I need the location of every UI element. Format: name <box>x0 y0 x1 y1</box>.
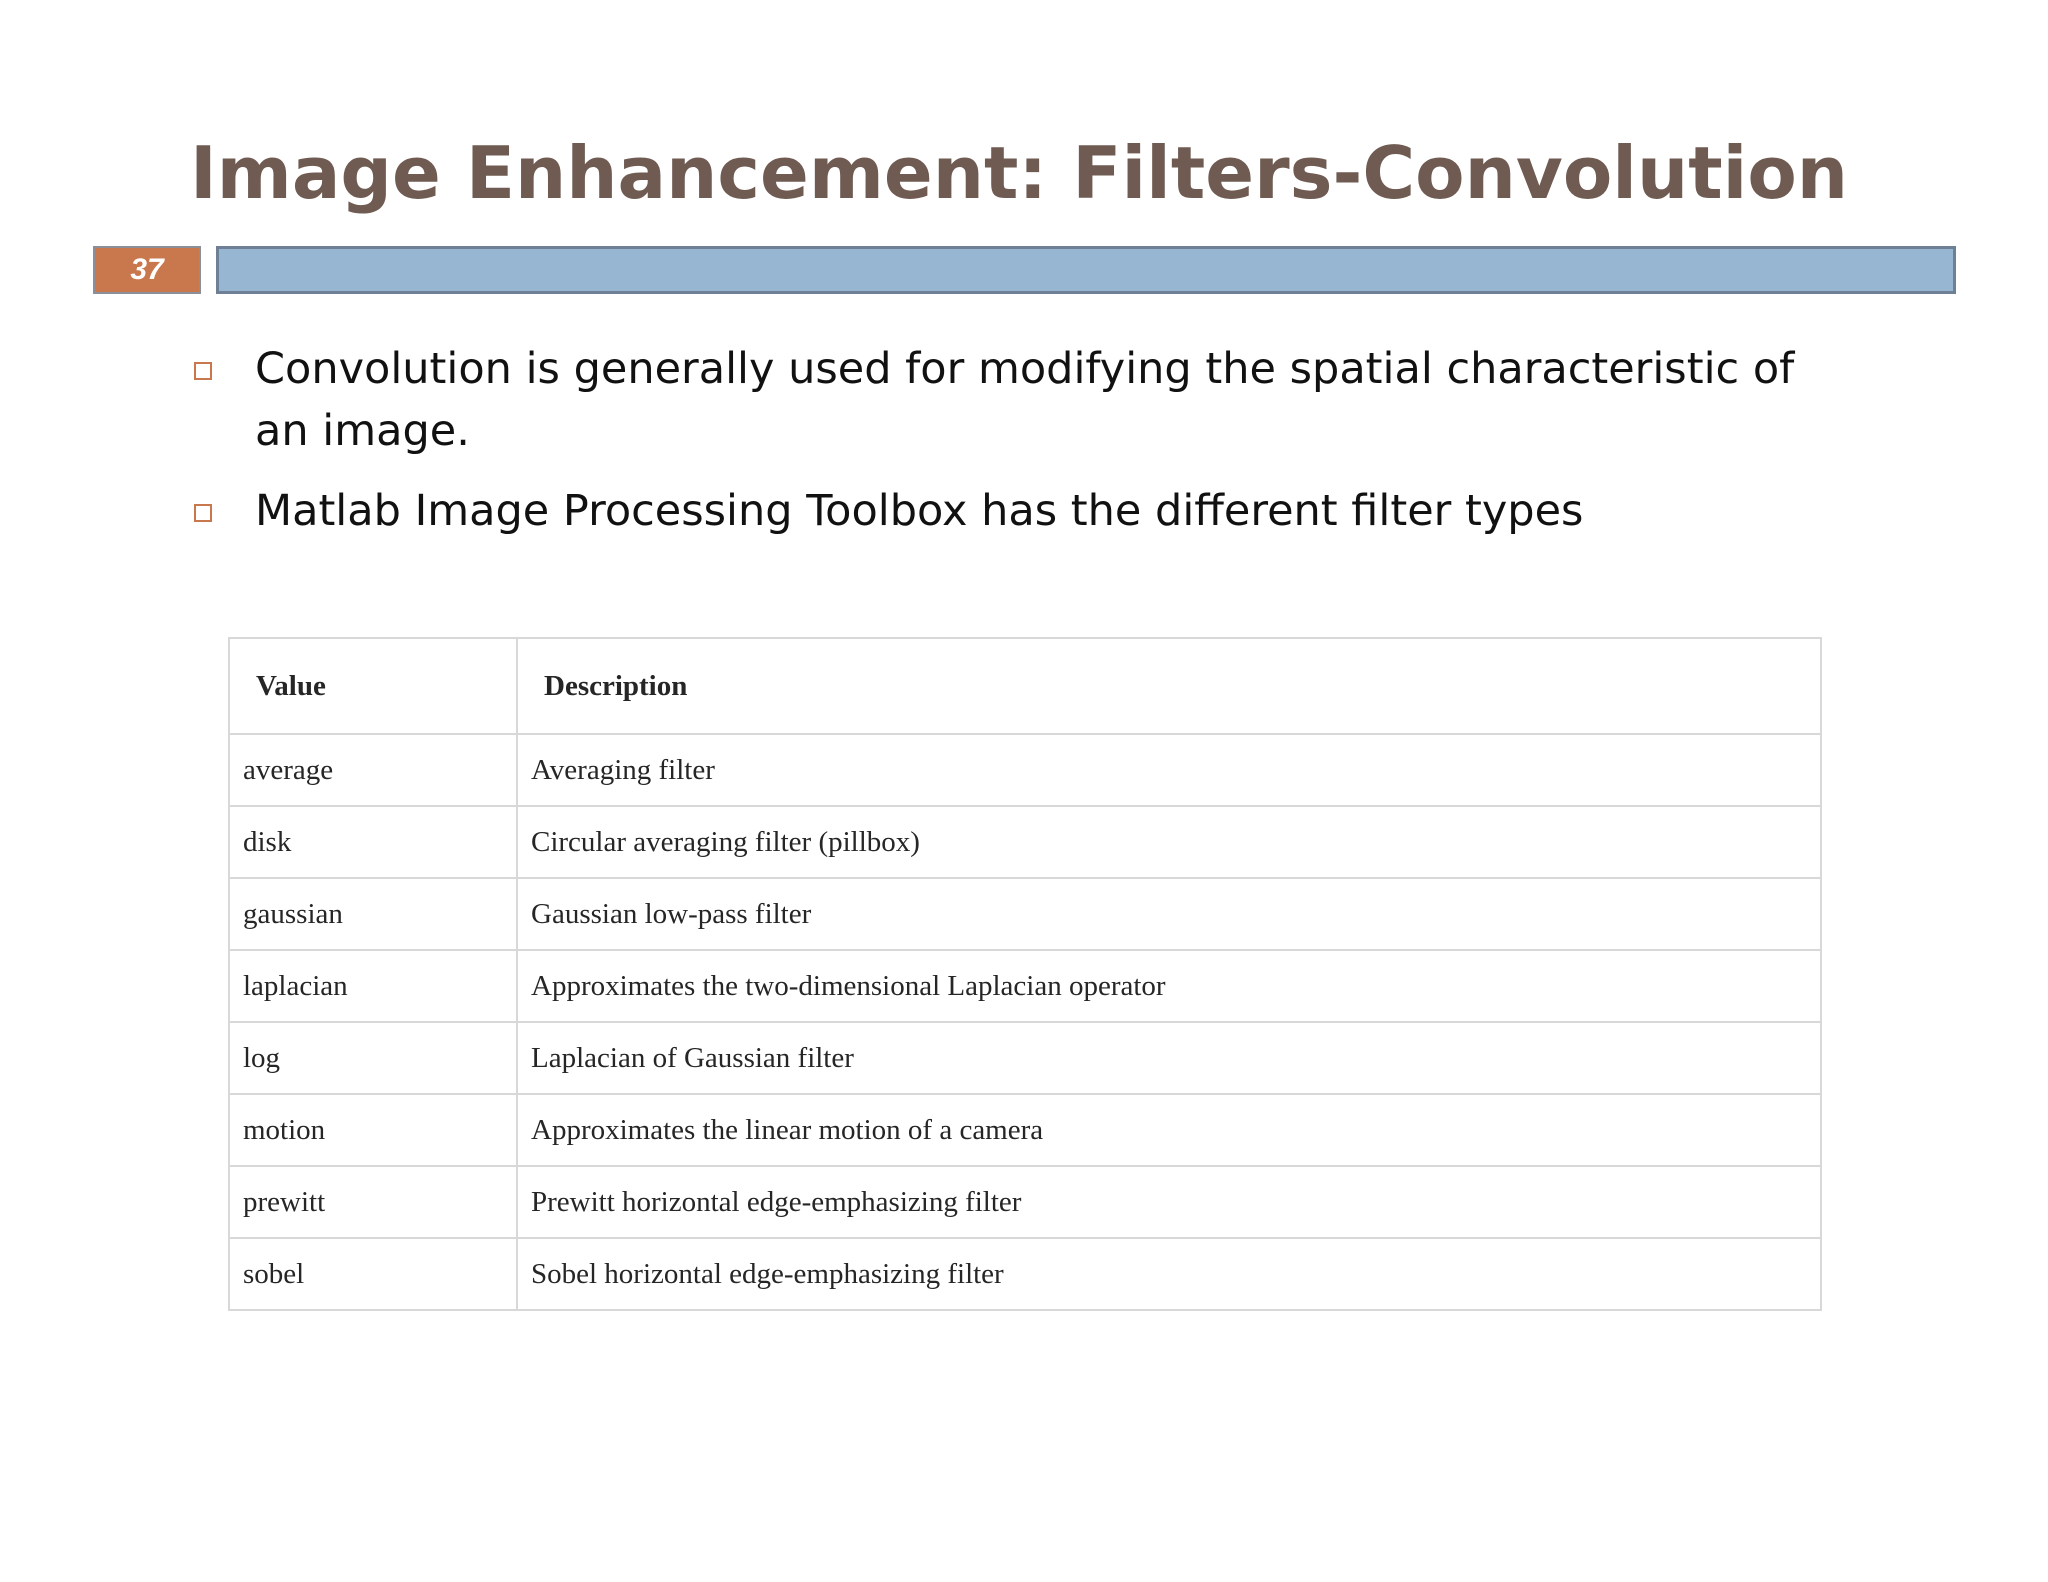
table-row <box>229 1238 1821 1310</box>
bullet-list <box>190 338 1810 560</box>
table-row <box>229 1166 1821 1238</box>
title-divider-bar <box>216 246 1956 294</box>
table-row <box>229 878 1821 950</box>
slide-number-badge: 37 <box>93 246 201 294</box>
filter-description-cell: Sobel horizontal edge-emphasizing filter <box>517 1238 1821 1310</box>
filter-value-cell: disk <box>229 806 517 878</box>
table-row <box>229 1022 1821 1094</box>
filter-types-table <box>228 637 1822 1311</box>
table-header-row <box>229 638 1821 734</box>
filter-description-cell: Gaussian low-pass filter <box>517 878 1821 950</box>
filter-description-cell: Prewitt horizontal edge-emphasizing filter <box>517 1166 1821 1238</box>
filter-description-cell: Approximates the two-dimensional Laplacian operator <box>517 950 1821 1022</box>
filter-description-cell: Circular averaging filter (pillbox) <box>517 806 1821 878</box>
square-bullet-icon <box>194 504 212 522</box>
filter-value-cell: gaussian <box>229 878 517 950</box>
column-header-value: Value <box>229 638 517 734</box>
bullet-item <box>190 338 1810 462</box>
bullet-text: Convolution is generally used for modifying the spatial characteristic of an image. <box>255 344 1795 456</box>
filter-value-cell: average <box>229 734 517 806</box>
filter-description-cell: Laplacian of Gaussian filter <box>517 1022 1821 1094</box>
table-row <box>229 734 1821 806</box>
filter-value-cell: sobel <box>229 1238 517 1310</box>
filter-value-cell: prewitt <box>229 1166 517 1238</box>
table-row <box>229 1094 1821 1166</box>
slide-title: Image Enhancement: Filters-Convolution <box>190 131 1849 215</box>
filter-value-cell: log <box>229 1022 517 1094</box>
filter-value-cell: laplacian <box>229 950 517 1022</box>
filter-description-cell: Averaging filter <box>517 734 1821 806</box>
filter-description-cell: Approximates the linear motion of a camera <box>517 1094 1821 1166</box>
table-row <box>229 806 1821 878</box>
bullet-text: Matlab Image Processing Toolbox has the different filter types <box>255 486 1584 536</box>
table-row <box>229 950 1821 1022</box>
column-header-description: Description <box>517 638 1821 734</box>
square-bullet-icon <box>194 362 212 380</box>
filter-value-cell: motion <box>229 1094 517 1166</box>
bullet-item <box>190 480 1810 542</box>
